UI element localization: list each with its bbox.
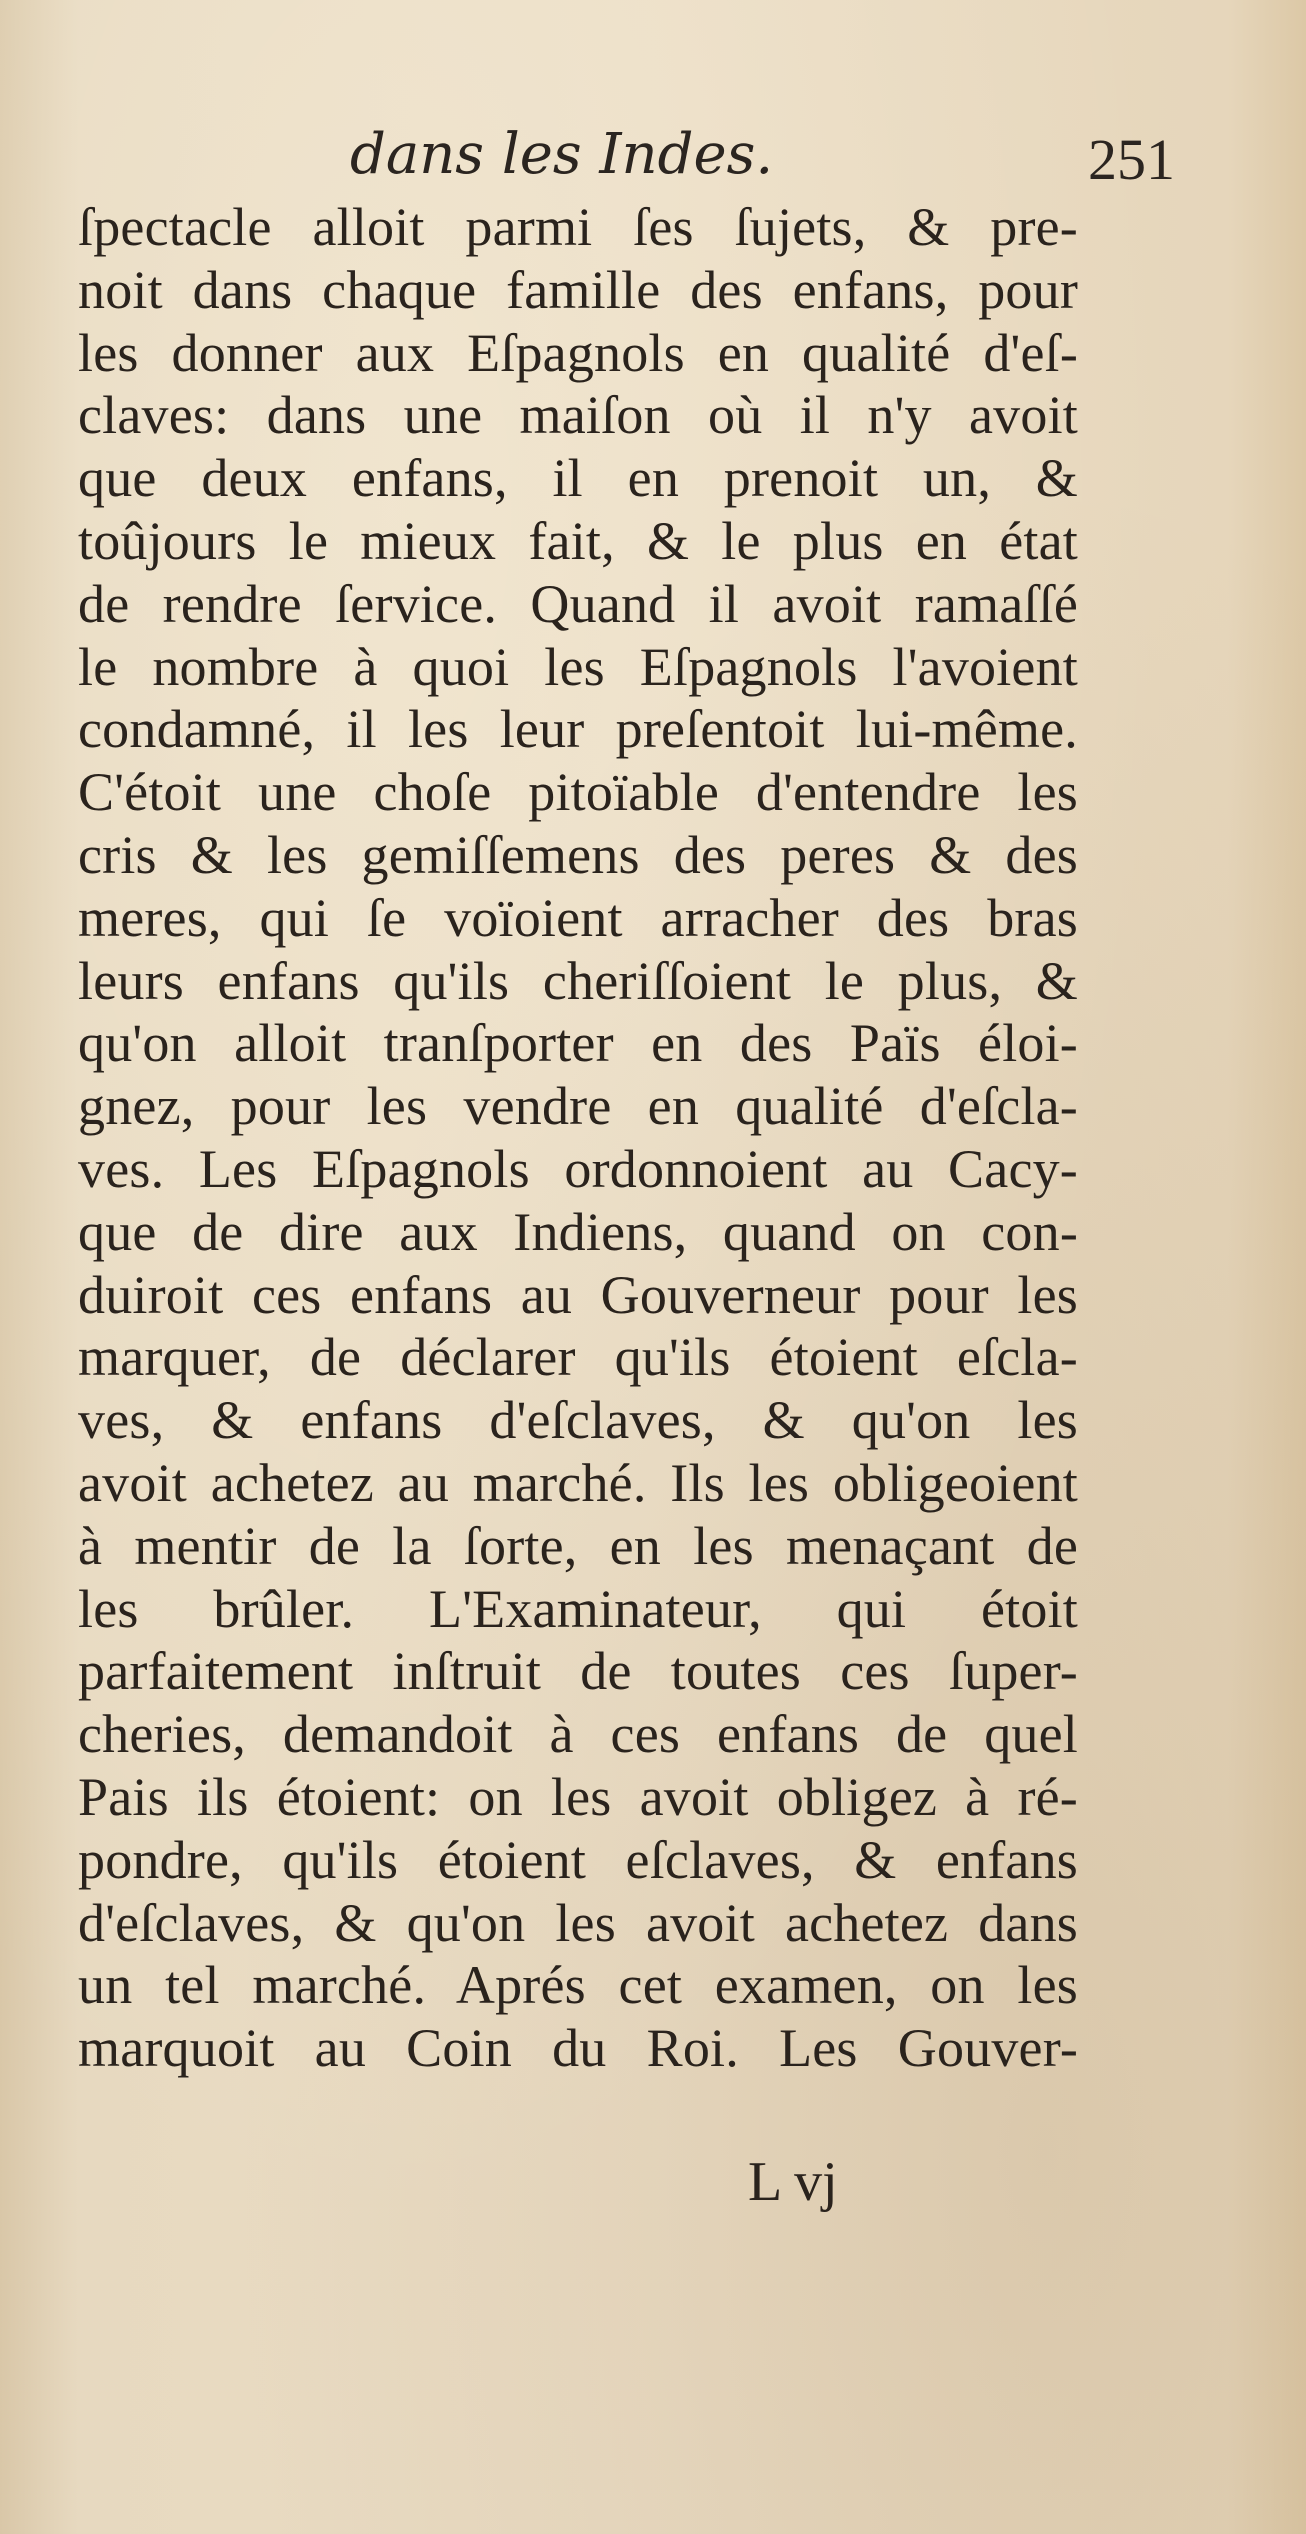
text-line: un tel marché. Aprés cet examen, on les bbox=[78, 1955, 1078, 2016]
text-line: Pais ils étoient: on les avoit obligez à ré- bbox=[78, 1766, 1078, 1827]
text-line: le nombre à quoi les Eſpagnols l'avoient bbox=[78, 636, 1078, 697]
text-line: d'eſclaves, & qu'on les avoit achetez dans bbox=[78, 1892, 1078, 1953]
text-line: à mentir de la ſorte, en les menaçant de bbox=[78, 1515, 1078, 1576]
text-line: marquer, de déclarer qu'ils étoient eſcla- bbox=[78, 1327, 1078, 1388]
text-line: ves, & enfans d'eſclaves, & qu'on les bbox=[78, 1390, 1078, 1451]
text-line: ſpectacle alloit parmi ſes ſujets, & pre- bbox=[78, 197, 1078, 257]
text-line: toûjours le mieux fait, & le plus en état bbox=[78, 510, 1078, 571]
text-line: parfaitement inſtruit de toutes ces ſuper- bbox=[78, 1641, 1078, 1702]
text-line: claves: dans une maiſon où il n'y avoit bbox=[78, 385, 1078, 446]
text-line: ves. Les Eſpagnols ordonnoient au Cacy- bbox=[78, 1138, 1078, 1199]
page-header bbox=[80, 118, 1220, 208]
text-line: C'étoit une choſe pitoïable d'entendre les bbox=[78, 762, 1078, 823]
text-line: que deux enfans, il en prenoit un, & bbox=[78, 448, 1078, 509]
text-line: de rendre ſervice. Quand il avoit ramaſſé bbox=[78, 573, 1078, 634]
text-line: condamné, il les leur preſentoit lui-même. bbox=[78, 699, 1078, 760]
text-line: les brûler. L'Examinateur, qui étoit bbox=[78, 1578, 1078, 1639]
text-line: avoit achetez au marché. Ils les obligeoient bbox=[78, 1452, 1078, 1513]
text-line: duiroit ces enfans au Gouverneur pour les bbox=[78, 1264, 1078, 1325]
body-text bbox=[78, 196, 1078, 2080]
text-line: qu'on alloit tranſporter en des Païs éloi- bbox=[78, 1013, 1078, 1074]
signature-mark: L vj bbox=[748, 2151, 838, 2213]
text-line: marquoit au Coin du Roi. Les Gouver- bbox=[78, 2018, 1078, 2079]
text-line: leurs enfans qu'ils cheriſſoient le plus, & bbox=[78, 950, 1078, 1011]
page-number: 251 bbox=[1088, 127, 1175, 192]
text-line: cris & les gemiſſemens des peres & des bbox=[78, 824, 1078, 885]
text-line: cheries, demandoit à ces enfans de quel bbox=[78, 1704, 1078, 1765]
running-head: dans les Indes. bbox=[350, 122, 774, 187]
text-line: noit dans chaque famille des enfans, pour bbox=[78, 259, 1078, 320]
text-line: les donner aux Eſpagnols en qualité d'eſ- bbox=[78, 322, 1078, 383]
text-line: meres, qui ſe voïoient arracher des bras bbox=[78, 887, 1078, 948]
text-line: que de dire aux Indiens, quand on con- bbox=[78, 1201, 1078, 1262]
text-line: gnez, pour les vendre en qualité d'eſcla- bbox=[78, 1076, 1078, 1137]
text-line: pondre, qu'ils étoient eſclaves, & enfans bbox=[78, 1829, 1078, 1890]
